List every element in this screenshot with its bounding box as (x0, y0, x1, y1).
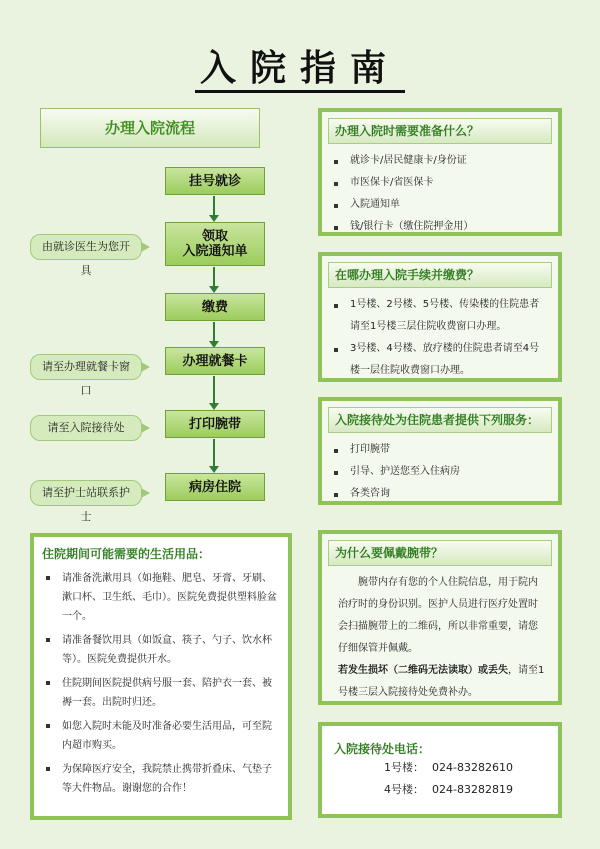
note-reception: 请至入院接待处 (30, 415, 142, 441)
wristband-body: 腕带内存有您的个人住院信息，用于院内治疗时的身份识别。医护人员进行医疗处置时会扫描腕带上的二维码，所以非常重要，请您仔细保管并佩戴。 (338, 577, 538, 654)
phone-box (318, 722, 562, 818)
flow-arrow (213, 196, 215, 216)
list-item: 市医保卡/省医保卡 (332, 172, 548, 194)
phone-number: 024-83282610 (432, 761, 513, 774)
list-item: 为保障医疗安全，我院禁止携带折叠床、气垫子等大件物品。谢谢您的合作！ (44, 759, 278, 802)
step-ward-admission: 病房住院 (165, 473, 265, 501)
step-payment: 缴费 (165, 293, 265, 321)
flow-header: 办理入院流程 (40, 108, 260, 148)
step-admission-notice: 领取 入院通知单 (165, 222, 265, 266)
payment-box (318, 252, 562, 382)
note-nurse-station: 请至护士站联系护士 (30, 480, 142, 506)
list-item: 就诊卡/居民健康卡/身份证 (332, 150, 548, 172)
note-meal-card-window: 请至办理就餐卡窗口 (30, 354, 142, 380)
payment-title: 在哪办理入院手续并缴费？ (328, 262, 552, 288)
list-item: 打印腕带 (332, 439, 548, 461)
list-item: 1号楼、2号楼、5号楼、传染楼的住院患者请至1号楼三层住院收费窗口办理。 (332, 294, 548, 338)
step-print-wristband: 打印腕带 (165, 410, 265, 438)
step-meal-card: 办理就餐卡 (165, 347, 265, 375)
flow-arrow (213, 267, 215, 287)
phone-line (322, 757, 558, 779)
phone-line (322, 779, 558, 801)
phone-label: 4号楼： (384, 783, 424, 796)
wristband-bold-note: 若发生损坏（二维码无法读取）或丢失 (338, 665, 508, 676)
services-box (318, 397, 562, 505)
title-underline (195, 90, 405, 93)
list-item: 3号楼、4号楼、放疗楼的住院患者请至4号楼一层住院收费窗口办理。 (332, 338, 548, 382)
note-doctor: 由就诊医生为您开具 (30, 234, 142, 260)
step-register: 挂号就诊 (165, 167, 265, 195)
prepare-title: 办理入院时需要准备什么？ (328, 118, 552, 144)
wristband-tail: ，请至1号楼三层入院接待处免费补办。 (338, 665, 545, 698)
flow-arrow (213, 376, 215, 404)
phone-label: 1号楼： (384, 761, 424, 774)
list-item: 请准备洗漱用具（如拖鞋、肥皂、牙膏、牙刷、漱口杯、卫生纸、毛巾）。医院免费提供塑料脸盆一个。 (44, 568, 278, 630)
list-item: 住院期间医院提供病号服一套、陪护衣一套、被褥一套。出院时归还。 (44, 673, 278, 716)
flow-arrow (213, 439, 215, 467)
flow-arrow (213, 322, 215, 342)
list-item: 入院通知单 (332, 194, 548, 216)
list-item: 各类咨询 (332, 483, 548, 505)
supplies-title: 住院期间可能需要的生活用品： (42, 547, 211, 561)
list-item: 请准备餐饮用具（如饭盒、筷子、勺子、饮水杯等）。医院免费提供开水。 (44, 630, 278, 673)
page-title: 入院指南 (199, 48, 400, 89)
prepare-box (318, 108, 562, 236)
list-item: 引导、护送您至入住病房 (332, 461, 548, 483)
list-item: 钱/银行卡（缴住院押金用） (332, 216, 548, 238)
supplies-box (30, 533, 292, 820)
list-item: 如您入院时未能及时准备必要生活用品，可至院内超市购买。 (44, 716, 278, 759)
wristband-title: 为什么要佩戴腕带？ (328, 540, 552, 566)
phone-number: 024-83282819 (432, 783, 513, 796)
phone-title: 入院接待处电话： (334, 742, 431, 756)
wristband-box (318, 530, 562, 705)
services-title: 入院接待处为住院患者提供下列服务： (328, 407, 552, 433)
wristband-text (322, 566, 558, 704)
